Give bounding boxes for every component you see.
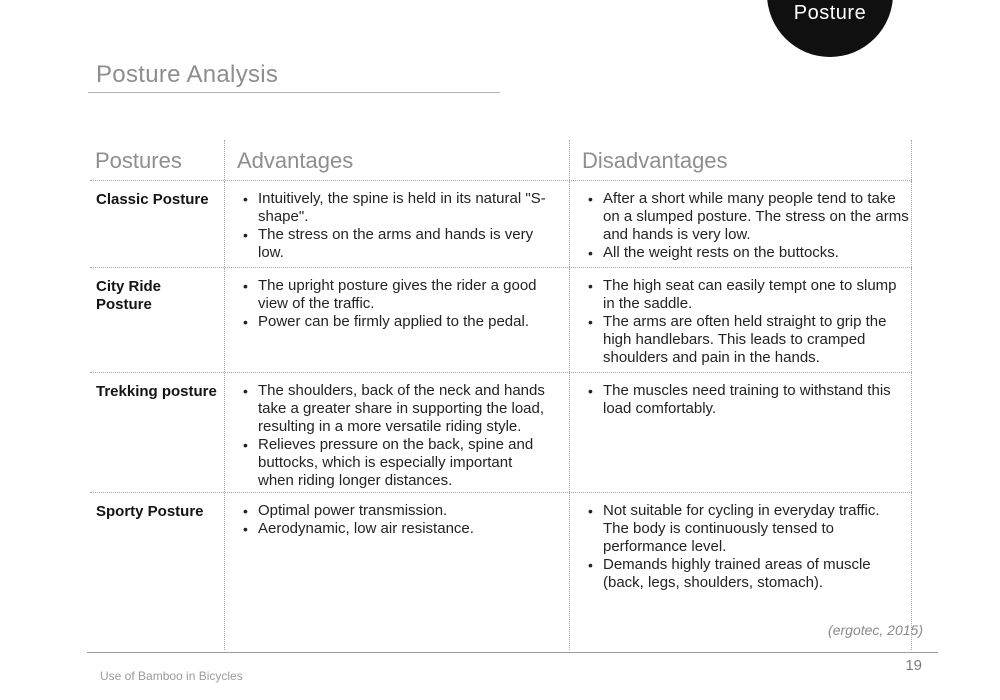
disadvantages-cell <box>570 268 912 372</box>
page-title: Posture Analysis <box>96 61 279 88</box>
bullet-item: • All the weight rests on the buttocks. <box>582 244 909 262</box>
bullet-item: • Not suitable for cycling in everyday traffic. The body is continuously tensed to performance level. <box>582 502 909 556</box>
table-body <box>90 181 912 650</box>
bullet-item: • Demands highly trained areas of muscle (back, legs, shoulders, stomach). <box>582 556 909 592</box>
bullet-item: • The upright posture gives the rider a good view of the traffic. <box>237 277 549 313</box>
footer-rule <box>87 652 938 653</box>
bullet-item: • Intuitively, the spine is held in its natural "S-shape". <box>237 190 549 226</box>
disadvantages-cell <box>570 373 912 492</box>
advantages-cell <box>225 181 570 267</box>
bullet-item: • The high seat can easily tempt one to slump in the saddle. <box>582 277 909 313</box>
posture-table <box>90 140 912 650</box>
bullet-item: • Aerodynamic, low air resistance. <box>237 520 549 538</box>
bullet-item: • The stress on the arms and hands is very low. <box>237 226 549 262</box>
posture-name: Classic Posture <box>90 181 225 267</box>
table-row <box>90 268 912 373</box>
bullet-item: • The arms are often held straight to grip the high handlebars. This leads to cramped shoulders and pain in the hands. <box>582 313 909 367</box>
posture-badge <box>767 0 893 57</box>
bullet-item: • After a short while many people tend to take on a slumped posture. The stress on the arms and hands is very low. <box>582 190 909 244</box>
advantages-list <box>225 268 569 331</box>
table-row <box>90 373 912 493</box>
column-header-disadvantages: Disadvantages <box>570 140 912 180</box>
bullet-item: • Relieves pressure on the back, spine and buttocks, which is especially important when riding longer distances. <box>237 436 549 490</box>
disadvantages-list <box>570 181 911 262</box>
disadvantages-list <box>570 268 911 367</box>
table-row <box>90 181 912 268</box>
title-underline <box>88 92 500 93</box>
citation: (ergotec, 2015) <box>828 622 923 638</box>
bullet-item: • The shoulders, back of the neck and hands take a greater share in supporting the load, resulting in a more versatile riding style. <box>237 382 549 436</box>
bullet-item: • Optimal power transmission. <box>237 502 549 520</box>
column-header-postures: Postures <box>90 140 225 180</box>
advantages-cell <box>225 268 570 372</box>
advantages-list <box>225 493 569 538</box>
bullet-item: • The muscles need training to withstand this load comfortably. <box>582 382 909 418</box>
advantages-cell <box>225 373 570 492</box>
bullet-item: • Power can be firmly applied to the pedal. <box>237 313 549 331</box>
column-header-advantages: Advantages <box>225 140 570 180</box>
posture-name: City Ride Posture <box>90 268 225 372</box>
table-header-row <box>90 140 912 181</box>
footer-title: Use of Bamboo in Bicycles <box>100 669 243 683</box>
page-number: 19 <box>905 657 922 674</box>
table-row <box>90 493 912 650</box>
advantages-list <box>225 373 569 490</box>
disadvantages-list <box>570 373 911 418</box>
advantages-list <box>225 181 569 262</box>
disadvantages-cell <box>570 181 912 267</box>
disadvantages-list <box>570 493 911 592</box>
badge-label: Posture <box>793 2 867 24</box>
posture-name: Trekking posture <box>90 373 225 492</box>
advantages-cell <box>225 493 570 650</box>
posture-name: Sporty Posture <box>90 493 225 650</box>
